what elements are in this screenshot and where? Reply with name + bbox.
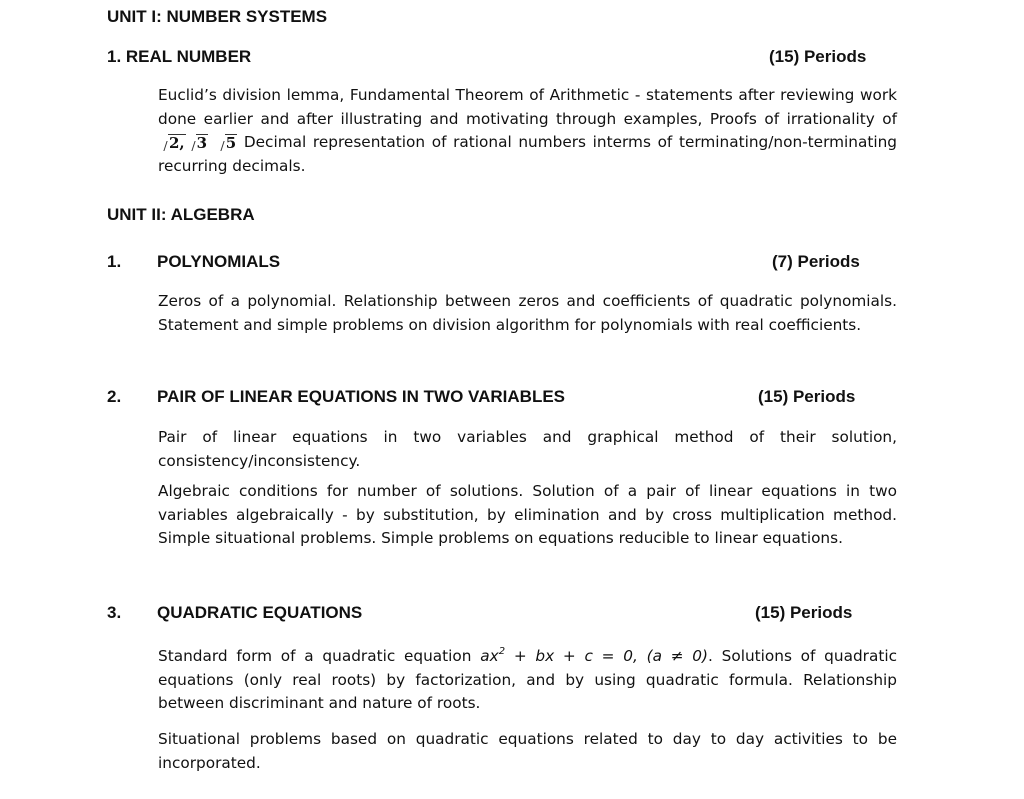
sqrt-5-symbol: 5 [215,134,237,152]
sqrt-2-symbol: 2, [158,134,186,152]
sqrt-3-symbol: 3 [186,134,208,152]
polynomials-description: Zeros of a polynomial. Relationship between zeros and coefficients of quadratic polynomials. Statement and simple problems on division algorithm for polynomials with real coefficients. [158,292,897,334]
equation-ax: ax [480,647,499,665]
quadratic-text-before: Standard form of a quadratic equation [158,647,481,665]
linear-equations-description-1: Pair of linear equations in two variables and graphical method of their solution, consistency/inconsistency. [158,428,897,470]
polynomials-title: POLYNOMIALS [157,252,281,271]
unit2-title: UNIT II: ALGEBRA [107,205,255,224]
unit1-title: UNIT I: NUMBER SYSTEMS [107,7,328,26]
linear-equations-description-2: Algebraic conditions for number of solutions. Solution of a pair of linear equations in two variables algebraically - by substitution, by elimination and by cross multiplication method. Simple situational problems. Simple problems on equations reducible to linear equations. [158,482,897,547]
quadratic-equation [480,647,708,665]
linear-equations-title: PAIR OF LINEAR EQUATIONS IN TWO VARIABLES [157,387,565,406]
polynomials-number: 1. [107,252,122,271]
quadratic-equations-description-1 [158,645,897,716]
quadratic-equations-periods: (15) Periods [755,603,853,622]
equation-rest: + bx + c = 0, (a ≠ 0) [505,647,708,665]
quadratic-equations-number: 3. [107,603,122,622]
linear-equations-periods: (15) Periods [758,387,856,406]
equation-exponent: 2 [498,646,506,657]
linear-equations-number: 2. [107,387,122,406]
real-number-periods: (15) Periods [769,47,867,66]
real-number-text-after: Decimal representation of rational numbers interms of terminating/non-terminating recurring decimals. [158,133,897,175]
polynomials-periods: (7) Periods [772,252,860,271]
real-number-description [158,84,897,178]
real-number-title: 1. REAL NUMBER [107,47,252,66]
quadratic-equations-title: QUADRATIC EQUATIONS [157,603,363,622]
real-number-text-before: Euclid’s division lemma, Fundamental Theorem of Arithmetic - statements after reviewing work done earlier and after illustrating and motivating through examples, Proofs of irrationality of [158,86,897,128]
quadratic-equations-description-2: Situational problems based on quadratic equations related to day to day activities to be incorporated. [158,730,897,772]
quadratic-text-after: . Solutions of quadratic equations (only real roots) by factorization, and by using quadratic formula. Relationship between discriminant and nature of roots. [158,647,897,712]
